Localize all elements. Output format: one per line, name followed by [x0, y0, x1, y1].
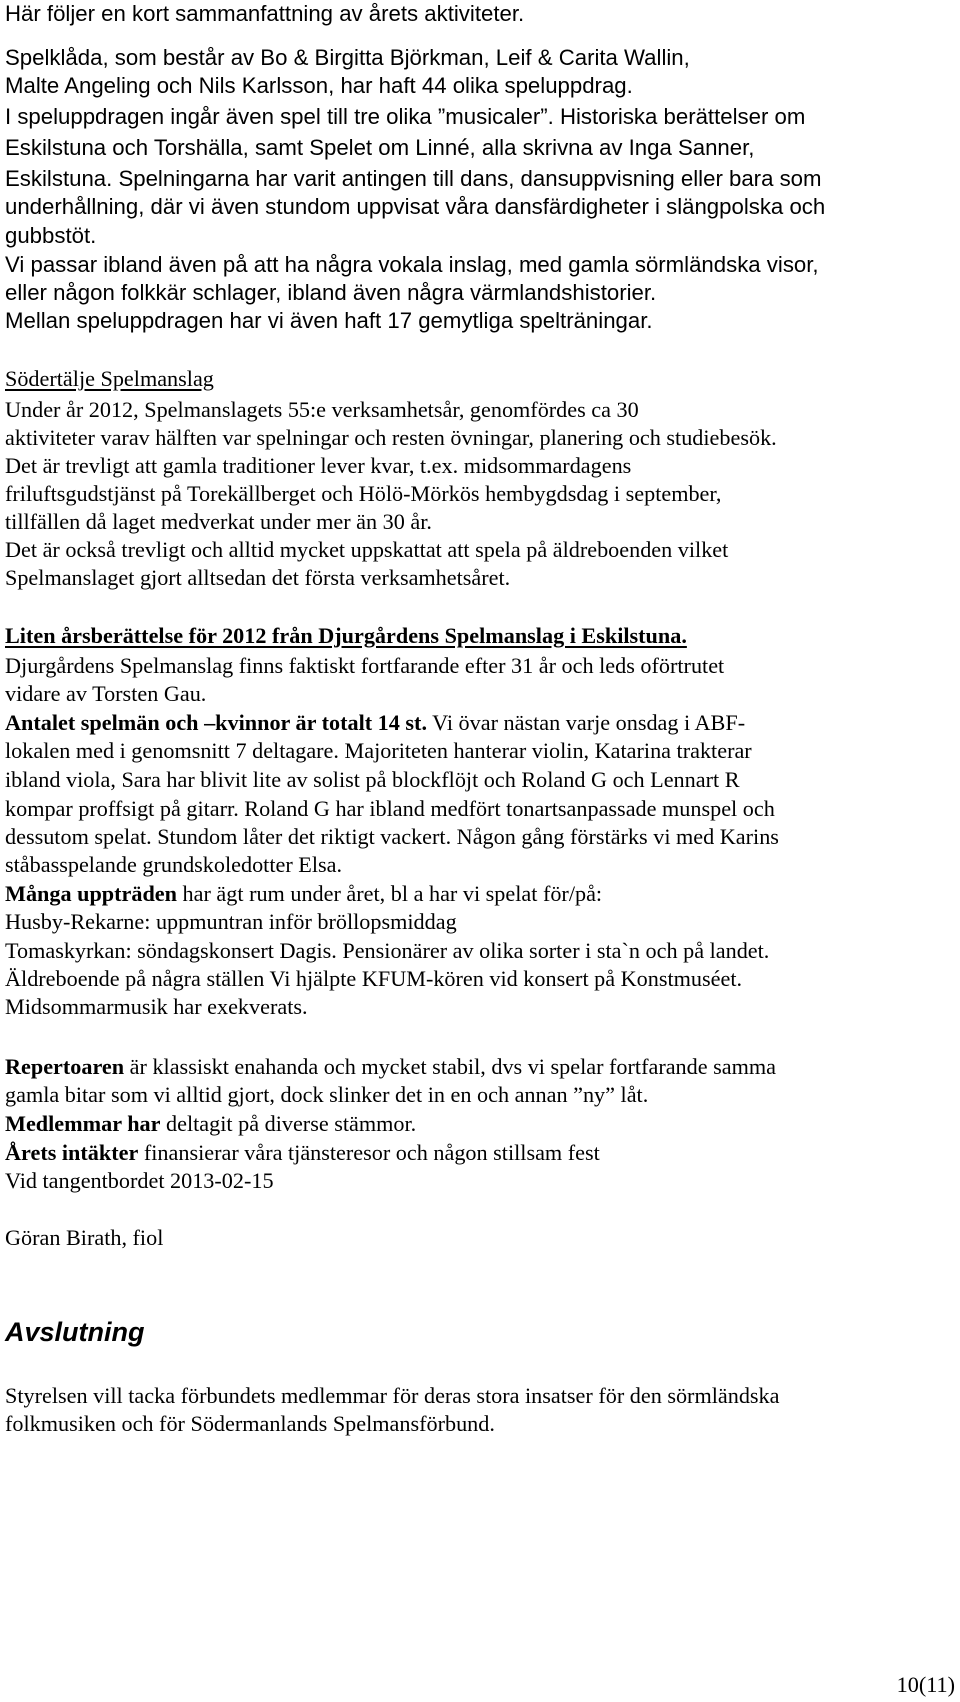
- spelklada-line-1: Spelklåda, som består av Bo & Birgitta Björkman, Leif & Carita Wallin,: [5, 45, 690, 70]
- djurgarden-line-2: vidare av Torsten Gau.: [5, 681, 207, 706]
- sodertalje-line-1: Under år 2012, Spelmanslagets 55:e verksamhetsår, genomfördes ca 30: [5, 397, 639, 422]
- djurgarden-line-11: Tomaskyrkan: söndagskonsert Dagis. Pensionärer av olika sorter i sta`n och på landet.: [5, 938, 770, 963]
- repertoire-rest: är klassiskt enahanda och mycket stabil, dvs vi spelar fortfarande samma: [124, 1054, 776, 1079]
- djurgarden-heading: Liten årsberättelse för 2012 från Djurgårdens Spelmanslag i Eskilstuna.: [5, 623, 687, 648]
- performances-bold: Många uppträden: [5, 881, 177, 906]
- spelklada-line-8: Vi passar ibland även på att ha några vokala inslag, med gamla sörmländska visor,: [5, 252, 819, 277]
- members-rest: deltagit på diverse stämmor.: [160, 1111, 417, 1136]
- avslutning-line-1: Styrelsen vill tacka förbundets medlemmar för deras stora insatser för den sörmländska: [5, 1383, 780, 1408]
- djurgarden-date: Vid tangentbordet 2013-02-15: [5, 1168, 274, 1193]
- sodertalje-line-2: aktiviteter varav hälften var spelningar och resten övningar, planering och studiebesök.: [5, 425, 777, 450]
- djurgarden-line-16: [5, 1110, 416, 1138]
- spelklada-line-5: Eskilstuna. Spelningarna har varit antingen till dans, dansuppvisning eller bara som: [5, 166, 822, 191]
- intro-line-1: Här följer en kort sammanfattning av årets aktiviteter.: [5, 1, 525, 26]
- djurgarden-line-9: [5, 880, 602, 908]
- avslutning-line-2: folkmusiken och för Södermanlands Spelmansförbund.: [5, 1411, 495, 1436]
- income-rest: finansierar våra tjänsteresor och någon stillsam fest: [138, 1140, 600, 1165]
- djurgarden-line-8: ståbasspelande grundskoledotter Elsa.: [5, 852, 343, 877]
- spelklada-line-3: I speluppdragen ingår även spel till tre olika ”musicaler”. Historiska berättelser om: [5, 104, 806, 129]
- members-bold: Medlemmar har: [5, 1111, 161, 1136]
- djurgarden-line-17: [5, 1139, 600, 1167]
- sodertalje-line-4: friluftsgudstjänst på Torekällberget och Hölö-Mörkös hembygdsdag i september,: [5, 481, 722, 506]
- djurgarden-line-13: Midsommarmusik har exekverats.: [5, 994, 308, 1019]
- sodertalje-line-3: Det är trevligt att gamla traditioner lever kvar, t.ex. midsommardagens: [5, 453, 632, 478]
- djurgarden-line-12: Äldreboende på några ställen Vi hjälpte KFUM-kören vid konsert på Konstmuséet.: [5, 966, 743, 991]
- sodertalje-heading: Södertälje Spelmanslag: [5, 366, 214, 391]
- djurgarden-line-7: dessutom spelat. Stundom låter det riktigt vackert. Någon gång förstärks vi med Karins: [5, 824, 779, 849]
- repertoire-bold: Repertoaren: [5, 1054, 125, 1079]
- djurgarden-line-15: gamla bitar som vi alltid gjort, dock slinker det in en och annan ”ny” låt.: [5, 1082, 649, 1107]
- sodertalje-line-5: tillfällen då laget medverkat under mer än 30 år.: [5, 509, 432, 534]
- spelklada-line-4: Eskilstuna och Torshälla, samt Spelet om Linné, alla skrivna av Inga Sanner,: [5, 135, 755, 160]
- djurgarden-line-3: [5, 709, 745, 737]
- djurgarden-line-5: ibland viola, Sara har blivit lite av solist på blockflöjt och Roland G och Lennart R: [5, 767, 740, 792]
- spelklada-line-10: Mellan speluppdragen har vi även haft 17 gemytliga spelträningar.: [5, 308, 653, 333]
- spelklada-line-7: gubbstöt.: [5, 223, 97, 248]
- djurgarden-signature: Göran Birath, fiol: [5, 1225, 164, 1250]
- djurgarden-line-4: lokalen med i genomsnitt 7 deltagare. Majoriteten hanterar violin, Katarina trakterar: [5, 738, 752, 763]
- djurgarden-line-10: Husby-Rekarne: uppmuntran inför bröllopsmiddag: [5, 909, 457, 934]
- performances-rest: har ägt rum under året, bl a har vi spelat för/på:: [177, 881, 603, 906]
- spelklada-line-2: Malte Angeling och Nils Karlsson, har haft 44 olika speluppdrag.: [5, 73, 633, 98]
- djurgarden-line-1: Djurgårdens Spelmanslag finns faktiskt fortfarande efter 31 år och leds oförtrutet: [5, 653, 725, 678]
- income-bold: Årets intäkter: [5, 1140, 139, 1165]
- djurgarden-line-6: kompar proffsigt på gitarr. Roland G har ibland medfört tonartsanpassade munspel och: [5, 796, 775, 821]
- sodertalje-line-7: Spelmanslaget gjort alltsedan det första verksamhetsåret.: [5, 565, 511, 590]
- avslutning-heading: Avslutning: [5, 1317, 145, 1347]
- page-number: 10(11): [896, 1672, 955, 1697]
- spelklada-line-6: underhållning, där vi även stundom uppvisat våra dansfärdigheter i slängpolska och: [5, 194, 826, 219]
- members-count-rest: Vi övar nästan varje onsdag i ABF-: [427, 710, 746, 735]
- djurgarden-line-14: [5, 1053, 776, 1081]
- sodertalje-line-6: Det är också trevligt och alltid mycket uppskattat att spela på äldreboenden vilket: [5, 537, 729, 562]
- members-count-bold: Antalet spelmän och –kvinnor är totalt 14 st.: [5, 710, 427, 735]
- spelklada-line-9: eller någon folkkär schlager, ibland även några värmlandshistorier.: [5, 280, 657, 305]
